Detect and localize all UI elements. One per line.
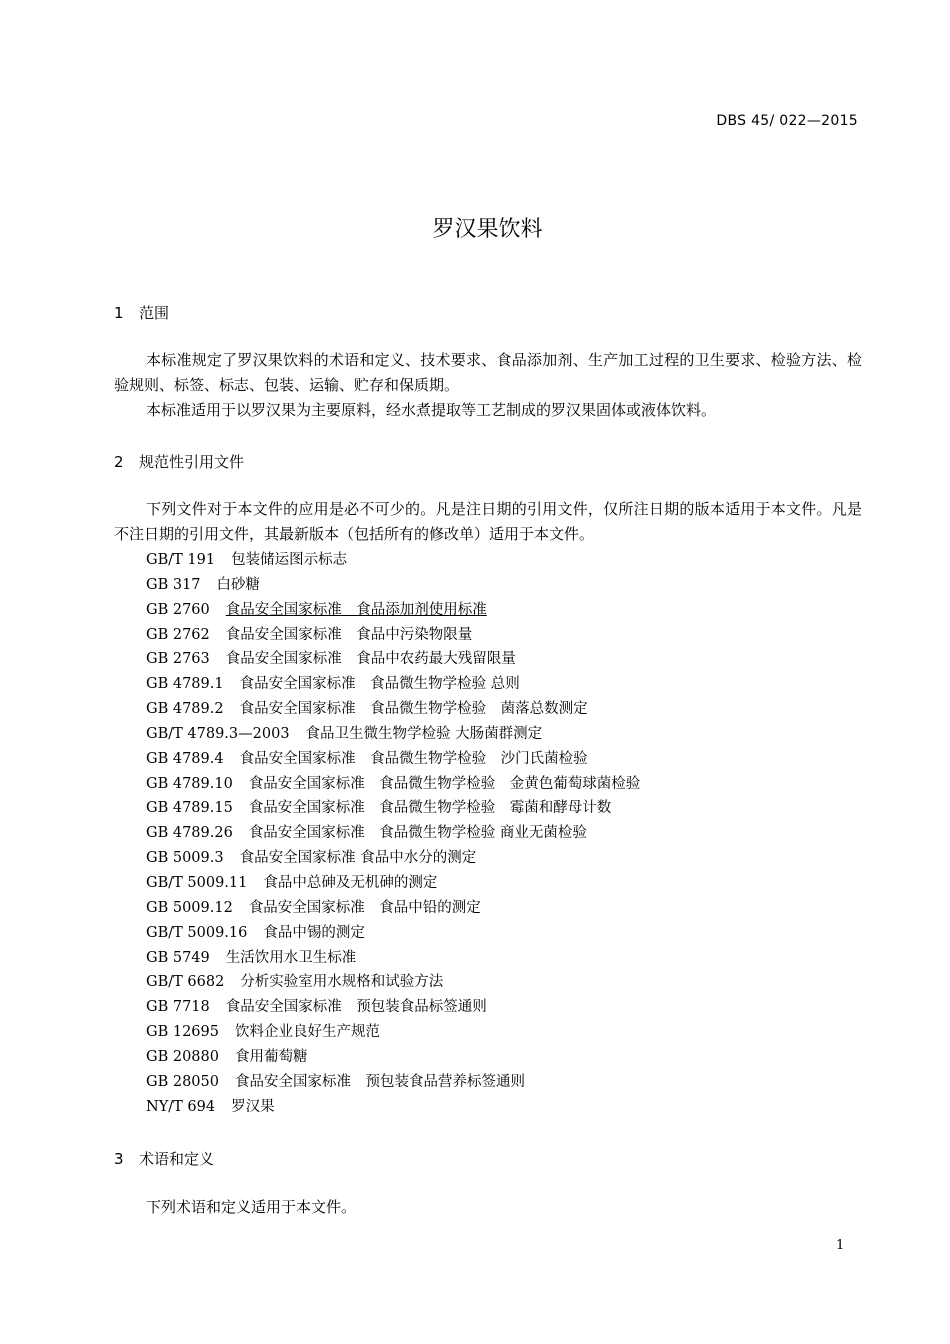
normative-intro-paragraph: 下列文件对于本文件的应用是必不可少的。凡是注日期的引用文件，仅所注日期的版本适用于本文件。凡是不注日期的引用文件，其最新版本（包括所有的修改单）适用于本文件。 xyxy=(114,500,862,543)
normative-reference-list xyxy=(146,548,640,1119)
reference-code: GB 28050 xyxy=(146,1073,219,1090)
reference-item xyxy=(146,598,640,623)
reference-title: 食品安全国家标准 食品微生物学检验 商业无菌检验 xyxy=(248,825,587,842)
reference-title: 食品安全国家标准 预包装食品营养标签通则 xyxy=(234,1073,525,1090)
reference-item xyxy=(146,946,640,971)
reference-item xyxy=(146,722,640,747)
reference-code: GB 20880 xyxy=(146,1048,219,1065)
reference-title: 食品安全国家标准 食品微生物学检验 霉菌和酵母计数 xyxy=(248,800,612,817)
reference-title: 食品中锡的测定 xyxy=(263,924,365,941)
reference-item xyxy=(146,821,640,846)
reference-title: 包装储运图示标志 xyxy=(231,552,348,568)
reference-item xyxy=(146,871,640,896)
section-title: 范围 xyxy=(139,304,170,322)
reference-item xyxy=(146,1070,640,1095)
reference-code: GB 4789.26 xyxy=(146,825,233,842)
section-number: 3 xyxy=(114,1150,124,1168)
reference-title: 饮料企业良好生产规范 xyxy=(234,1024,380,1041)
reference-title: 食品安全国家标准 食品微生物学检验 沙门氏菌检验 xyxy=(239,750,588,767)
reference-item xyxy=(146,896,640,921)
reference-title: 生活饮用水卫生标准 xyxy=(225,949,357,966)
scope-paragraph-1: 本标准规定了罗汉果饮料的术语和定义、技术要求、食品添加剂、生产加工过程的卫生要求、检验方法、检验规则、标签、标志、包装、运输、贮存和保质期。 xyxy=(114,351,862,394)
reference-code: GB 4789.2 xyxy=(146,701,224,718)
reference-code: GB/T 5009.16 xyxy=(146,924,248,941)
reference-title: 食品中总砷及无机砷的测定 xyxy=(263,874,438,891)
reference-item xyxy=(146,573,640,598)
reference-title: 食品安全国家标准 食品中污染物限量 xyxy=(225,626,473,643)
reference-code: GB 12695 xyxy=(146,1024,219,1041)
reference-code: GB 5749 xyxy=(146,949,210,966)
reference-code: GB/T 5009.11 xyxy=(146,874,248,891)
scope-paragraph-2: 本标准适用于以罗汉果为主要原料，经水煮提取等工艺制成的罗汉果固体或液体饮料。 xyxy=(146,401,717,419)
reference-title: 食品安全国家标准 食品微生物学检验 金黄色葡萄球菌检验 xyxy=(248,775,641,792)
reference-title: 食品安全国家标准 食品微生物学检验 菌落总数测定 xyxy=(239,701,588,718)
section-3-heading xyxy=(114,1148,214,1169)
reference-code: GB 5009.3 xyxy=(146,850,224,867)
reference-item xyxy=(146,796,640,821)
section-1-heading xyxy=(114,302,169,323)
reference-item xyxy=(146,1020,640,1045)
reference-title: 罗汉果 xyxy=(231,1098,275,1115)
reference-item xyxy=(146,697,640,722)
section-2-heading xyxy=(114,451,244,472)
section-number: 2 xyxy=(114,453,124,471)
reference-item xyxy=(146,1045,640,1070)
reference-code: NY/T 694 xyxy=(146,1098,216,1115)
reference-title: 食用葡萄糖 xyxy=(234,1048,308,1065)
standard-code: DBS 45/ 022—2015 xyxy=(716,113,858,129)
reference-code: GB 4789.10 xyxy=(146,775,233,792)
reference-code: GB 4789.4 xyxy=(146,750,224,767)
reference-code: GB 5009.12 xyxy=(146,899,233,916)
reference-item xyxy=(146,623,640,648)
reference-item xyxy=(146,772,640,797)
reference-item xyxy=(146,1095,640,1120)
reference-item xyxy=(146,921,640,946)
reference-code: GB 7718 xyxy=(146,999,210,1016)
reference-code: GB/T 6682 xyxy=(146,974,225,991)
reference-title: 食品安全国家标准 食品中农药最大残留限量 xyxy=(225,651,516,668)
reference-item xyxy=(146,647,640,672)
reference-title: 食品安全国家标准 食品中铅的测定 xyxy=(248,899,481,916)
reference-title-link[interactable]: 食品安全国家标准 食品添加剂使用标准 xyxy=(225,601,487,618)
reference-code: GB 2760 xyxy=(146,601,210,618)
reference-item xyxy=(146,672,640,697)
reference-code: GB 4789.15 xyxy=(146,800,233,817)
reference-title: 白砂糖 xyxy=(216,576,261,593)
reference-code: GB 317 xyxy=(146,576,201,593)
document-title: 罗汉果饮料 xyxy=(432,217,543,242)
reference-item xyxy=(146,970,640,995)
reference-code: GB 2762 xyxy=(146,626,210,643)
reference-title: 食品安全国家标准 食品微生物学检验 总则 xyxy=(239,676,520,693)
reference-title: 食品安全国家标准 预包装食品标签通则 xyxy=(225,999,487,1016)
page-number: 1 xyxy=(836,1238,845,1253)
section-title: 规范性引用文件 xyxy=(139,453,245,471)
reference-title: 食品卫生微生物学检验 大肠菌群测定 xyxy=(305,725,543,742)
reference-code: GB/T 4789.3—2003 xyxy=(146,725,290,742)
reference-title: 分析实验室用水规格和试验方法 xyxy=(240,974,444,991)
reference-item xyxy=(146,747,640,772)
reference-item xyxy=(146,548,640,573)
section-title: 术语和定义 xyxy=(139,1150,215,1168)
reference-item xyxy=(146,995,640,1020)
reference-title: 食品安全国家标准 食品中水分的测定 xyxy=(239,850,477,867)
reference-code: GB 2763 xyxy=(146,651,210,668)
reference-item xyxy=(146,846,640,871)
reference-code: GB 4789.1 xyxy=(146,676,224,693)
section-number: 1 xyxy=(114,304,124,322)
reference-code: GB/T 191 xyxy=(146,552,216,568)
terms-intro-paragraph: 下列术语和定义适用于本文件。 xyxy=(146,1198,357,1216)
